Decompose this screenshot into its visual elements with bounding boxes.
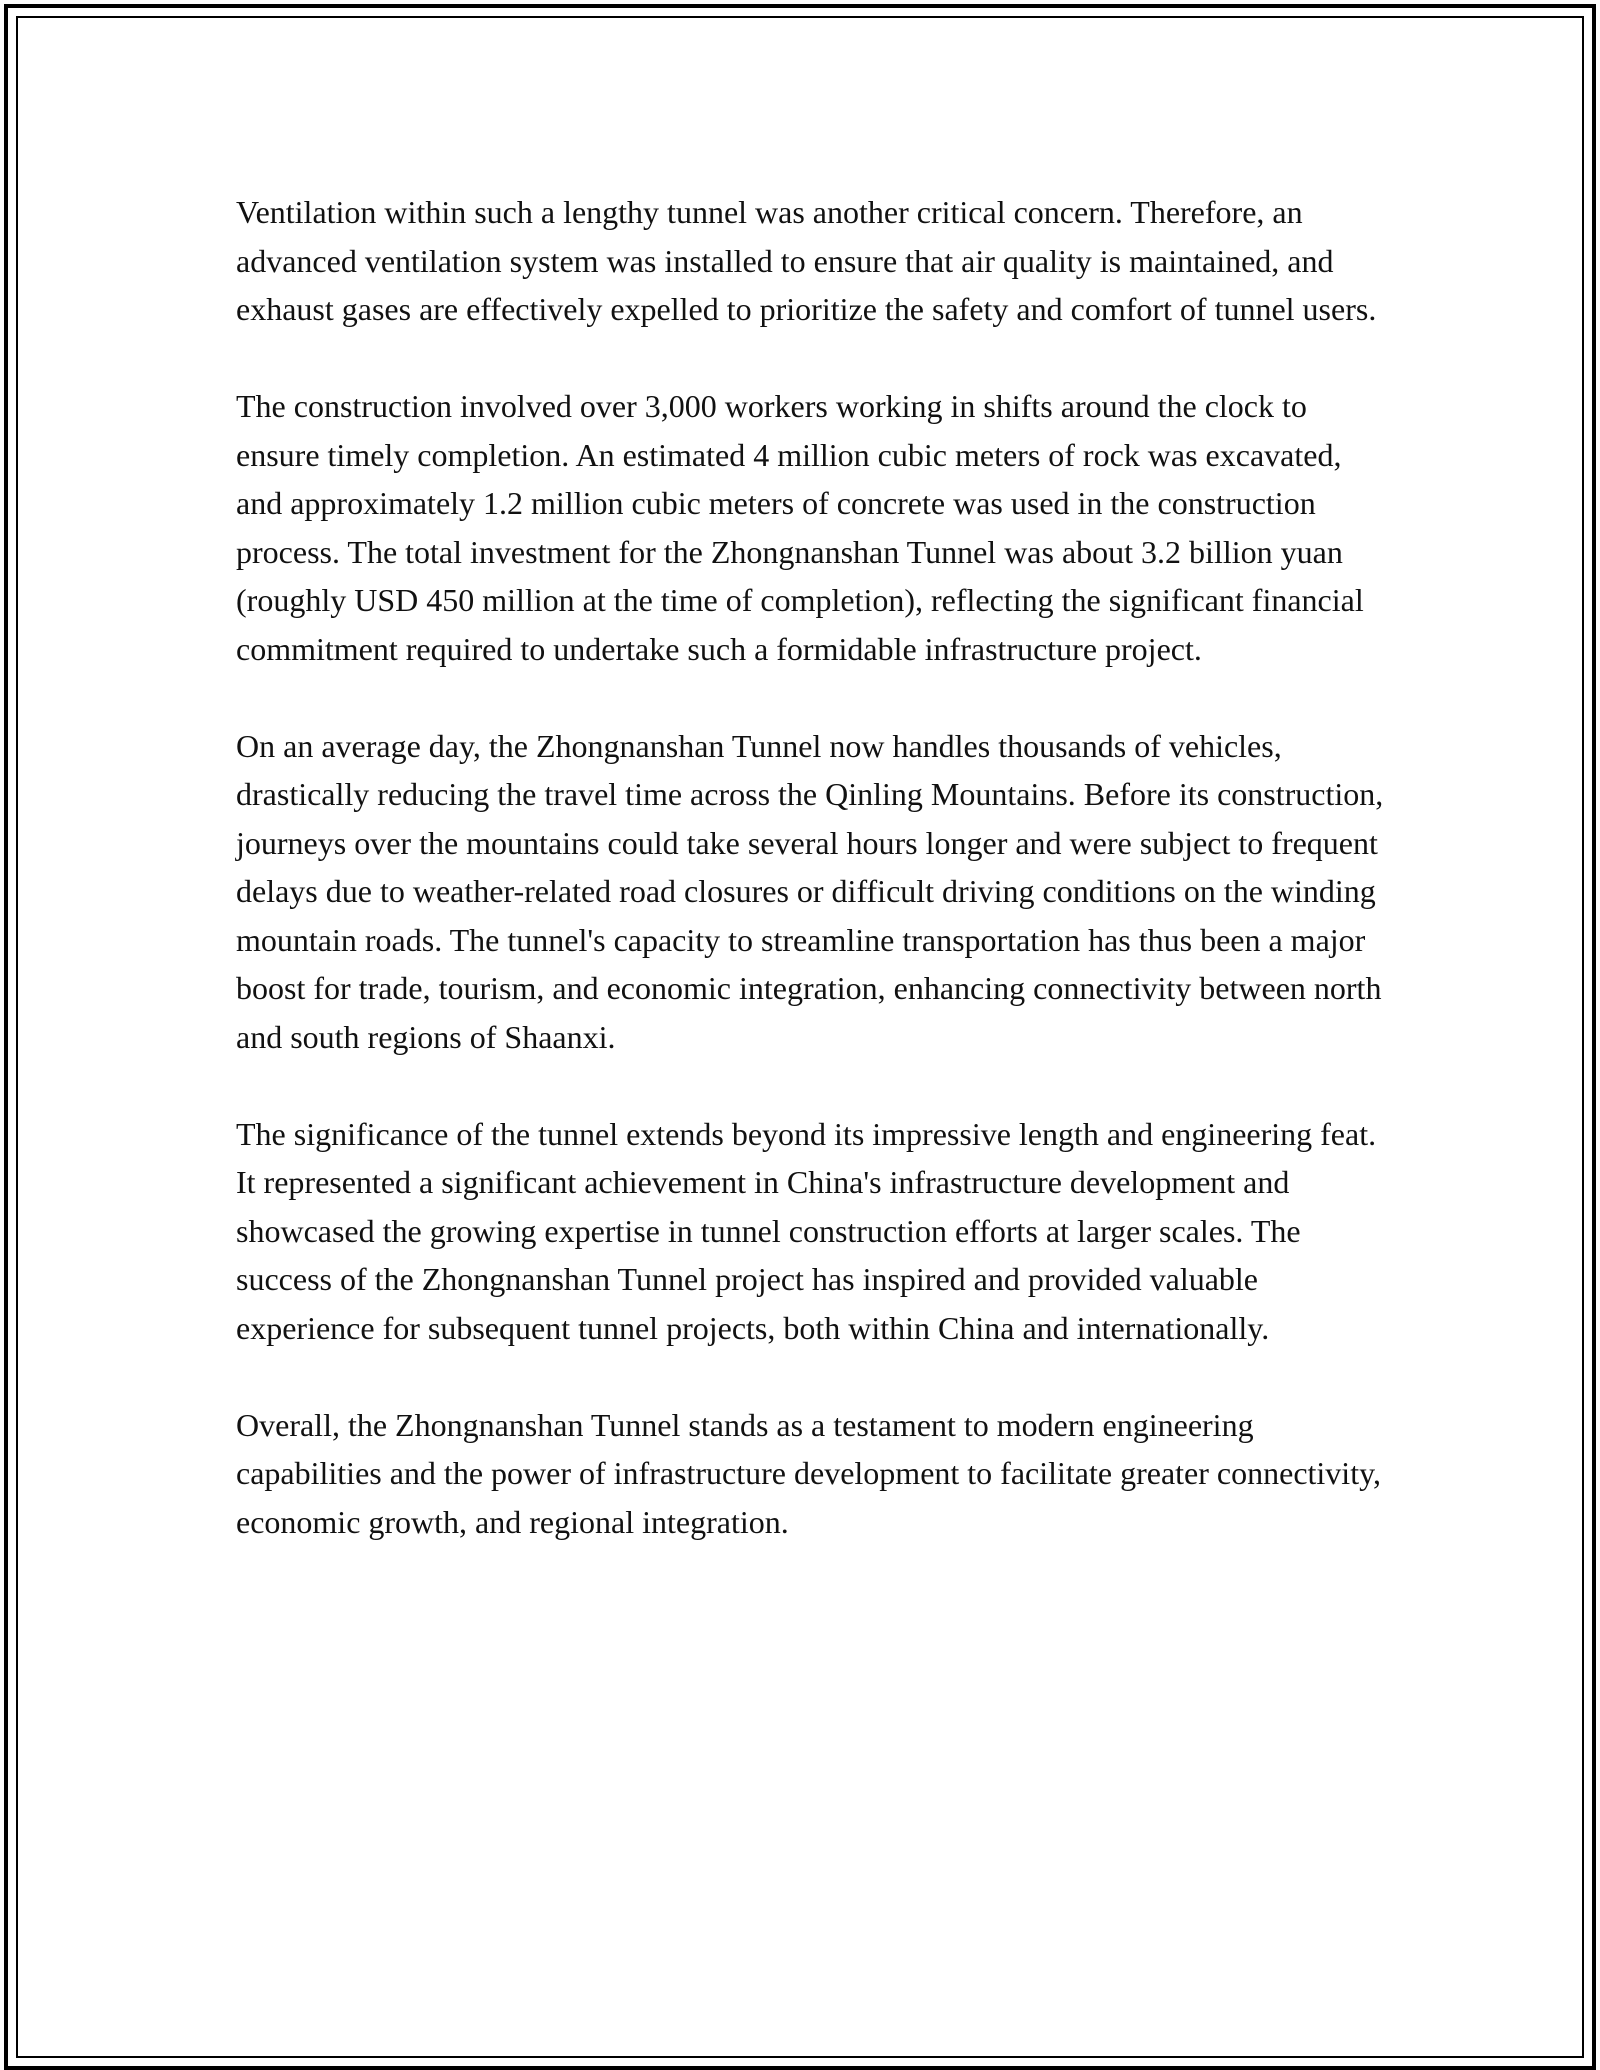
paragraph-conclusion: Overall, the Zhongnanshan Tunnel stands as a testament to modern engineering capabilities and the power of infrastructure development to facilitate greater connectivity, economic growth, and regional integration. — [236, 1406, 1381, 1540]
paragraph-ventilation: Ventilation within such a lengthy tunnel was another critical concern. Therefore, an advanced ventilation system was installed to ensure that air quality is maintained, and exhaust gases are effectively expelled to prioritize the safety and comfort of tunnel users. — [236, 194, 1377, 327]
document-body — [236, 188, 1386, 1595]
paragraph-significance: The significance of the tunnel extends beyond its impressive length and engineering feat. It represented a significant achievement in China's infrastructure development and showcased the growing expertise in tunnel construction efforts at larger scales. The success of the Zhongnanshan Tunnel project has inspired and provided valuable experience for subsequent tunnel projects, both within China and internationally. — [236, 1115, 1377, 1346]
paragraph-construction: The construction involved over 3,000 workers working in shifts around the clock to ensure timely completion. An estimated 4 million cubic meters of rock was excavated, and approximately 1.2 million cubic meters of concrete was used in the construction process. The total investment for the Zhongnanshan Tunnel was about 3.2 billion yuan (roughly USD 450 million at the time of completion), reflecting the significant financial commitment required to undertake such a formidable infrastructure project. — [236, 388, 1364, 667]
paragraph-traffic: On an average day, the Zhongnanshan Tunnel now handles thousands of vehicles, drastically reducing the travel time across the Qinling Mountains. Before its construction, journeys over the mountains could take several hours longer and were subject to frequent delays due to weather-related road closures or difficult driving conditions on the winding mountain roads. The tunnel's capacity to streamline transportation has thus been a major boost for trade, tourism, and economic integration, enhancing connectivity between north and south regions of Shaanxi. — [236, 727, 1384, 1055]
